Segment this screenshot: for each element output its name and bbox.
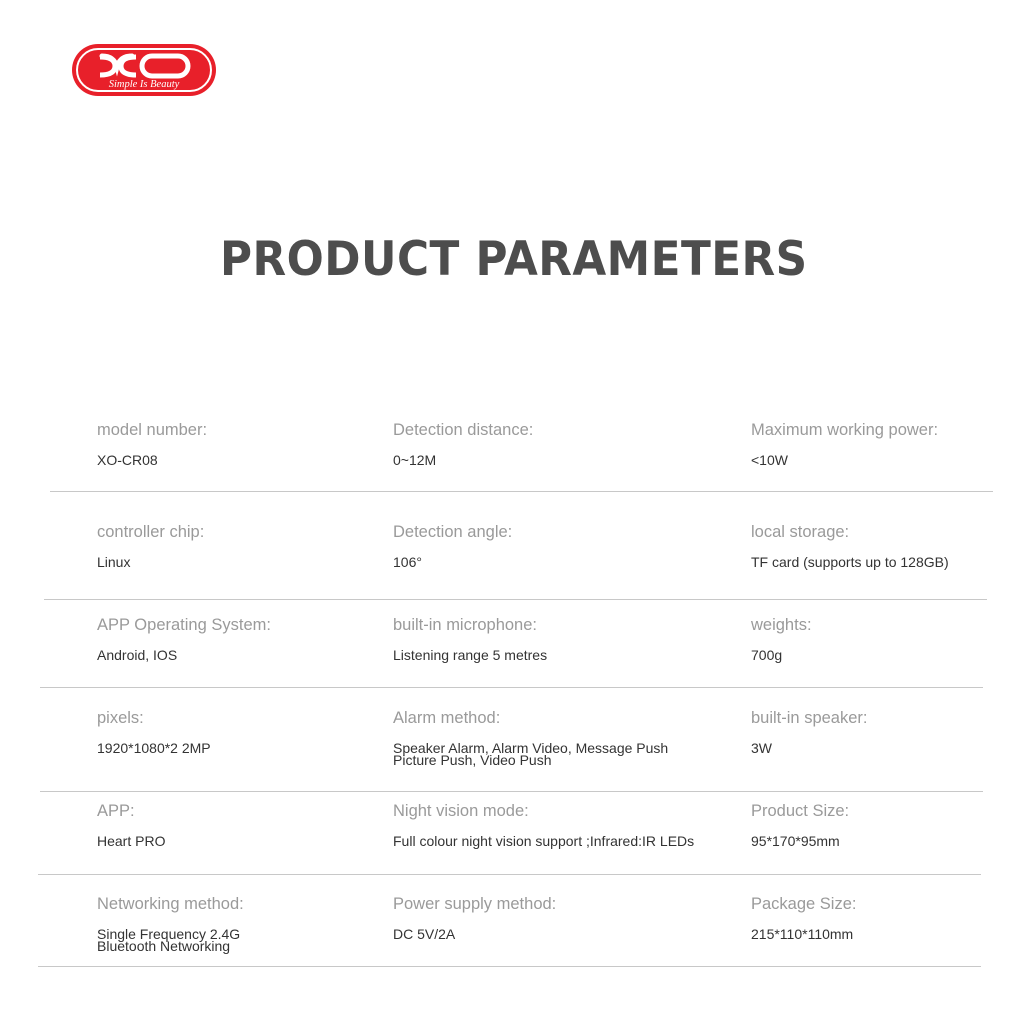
brand-logo	[70, 42, 218, 98]
param-value: Listening range 5 metres	[393, 647, 548, 663]
param-cell	[751, 522, 949, 568]
param-cell	[751, 420, 938, 466]
param-cell	[97, 894, 244, 952]
param-cell	[393, 522, 512, 568]
param-value: 106°	[393, 554, 422, 570]
param-value: Heart PRO	[97, 833, 166, 849]
param-value: Single Frequency 2.4G Bluetooth Networking	[97, 926, 241, 954]
row-divider	[38, 966, 981, 967]
param-label: Detection distance:	[393, 421, 534, 439]
param-label: Alarm method:	[393, 709, 501, 727]
param-value: 3W	[751, 740, 772, 756]
param-cell	[751, 894, 856, 940]
param-cell	[97, 522, 204, 568]
param-label: Detection angle:	[393, 523, 513, 541]
param-value: DC 5V/2A	[393, 926, 456, 942]
param-label: APP:	[97, 802, 135, 820]
param-label: model number:	[97, 421, 208, 439]
param-value: XO-CR08	[97, 452, 158, 468]
param-value: Full colour night vision support ;Infrared:IR LEDs	[393, 833, 695, 849]
param-cell	[97, 420, 207, 466]
param-cell	[393, 615, 547, 661]
param-value: 215*110*110mm	[751, 926, 854, 942]
param-value: TF card (supports up to 128GB)	[751, 554, 949, 570]
param-cell	[393, 420, 533, 466]
param-cell	[751, 615, 812, 661]
param-label: local storage:	[751, 523, 850, 541]
row-divider	[38, 874, 981, 875]
param-label: Maximum working power:	[751, 421, 939, 439]
param-label: weights:	[751, 616, 812, 634]
param-label: Networking method:	[97, 895, 244, 913]
row-divider	[40, 791, 983, 792]
param-label: pixels:	[97, 709, 144, 727]
param-cell	[751, 801, 849, 847]
param-value: 700g	[751, 647, 783, 663]
param-label: built-in speaker:	[751, 709, 868, 727]
row-divider	[50, 491, 993, 492]
param-label: APP Operating System:	[97, 616, 271, 634]
param-cell	[751, 708, 867, 754]
param-label: Night vision mode:	[393, 802, 529, 820]
param-value: Linux	[97, 554, 131, 570]
param-label: Package Size:	[751, 895, 857, 913]
row-divider	[40, 687, 983, 688]
param-value: 1920*1080*2 2MP	[97, 740, 211, 756]
param-label: Power supply method:	[393, 895, 557, 913]
param-cell	[97, 615, 271, 661]
param-label: built-in microphone:	[393, 616, 537, 634]
param-cell	[97, 708, 211, 754]
param-cell	[393, 708, 668, 766]
param-label: controller chip:	[97, 523, 205, 541]
param-cell	[393, 894, 556, 940]
param-value: 0~12M	[393, 452, 437, 468]
page-title: PRODUCT PARAMETERS	[220, 232, 808, 287]
param-value: Speaker Alarm, Alarm Video, Message Push Picture Push, Video Push	[393, 740, 669, 768]
param-cell	[393, 801, 694, 847]
param-cell	[97, 801, 165, 847]
param-label: Product Size:	[751, 802, 850, 820]
param-value: 95*170*95mm	[751, 833, 840, 849]
row-divider	[44, 599, 987, 600]
param-value: Android, IOS	[97, 647, 178, 663]
param-value: <10W	[751, 452, 788, 468]
logo-tagline: Simple Is Beauty	[108, 79, 180, 90]
